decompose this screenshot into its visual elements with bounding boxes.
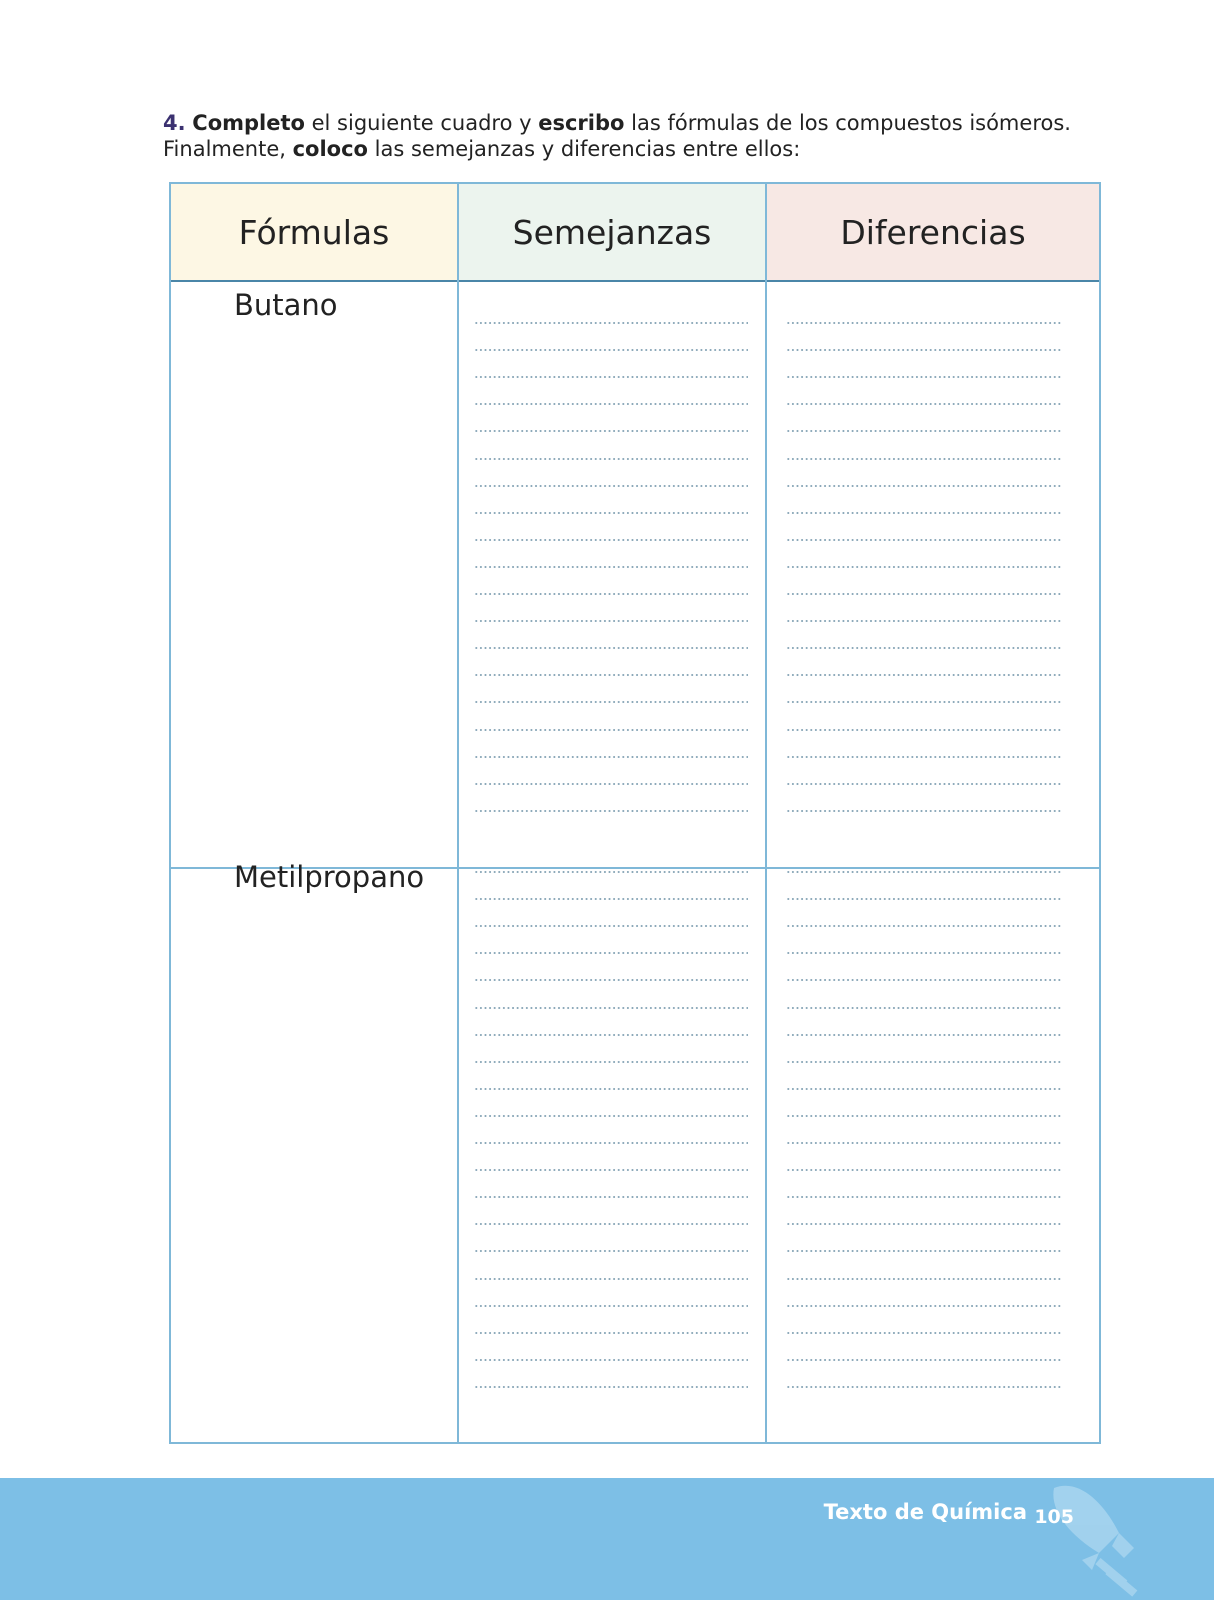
dotted-writing-line bbox=[786, 1196, 1062, 1198]
dotted-writing-line bbox=[786, 458, 1062, 460]
dotted-writing-line bbox=[474, 925, 748, 927]
dotted-writing-line bbox=[474, 322, 748, 324]
dotted-writing-line bbox=[474, 1169, 748, 1171]
dotted-writing-line bbox=[786, 1223, 1062, 1225]
dotted-writing-line bbox=[474, 430, 748, 432]
header-semejanzas: Semejanzas bbox=[459, 184, 765, 282]
dotted-writing-line bbox=[786, 1359, 1062, 1361]
dotted-writing-line bbox=[786, 647, 1062, 649]
dotted-writing-line bbox=[474, 1305, 748, 1307]
dotted-writing-line bbox=[786, 1061, 1062, 1063]
header-formulas: Fórmulas bbox=[171, 184, 457, 282]
dotted-writing-line bbox=[786, 539, 1062, 541]
dotted-writing-line bbox=[786, 898, 1062, 900]
dotted-writing-line bbox=[786, 756, 1062, 758]
page-number: 105 bbox=[1034, 1506, 1074, 1528]
dotted-writing-line bbox=[474, 485, 748, 487]
dotted-writing-line bbox=[474, 1088, 748, 1090]
dotted-writing-line bbox=[474, 620, 748, 622]
dotted-writing-line bbox=[474, 898, 748, 900]
dotted-writing-line bbox=[474, 1386, 748, 1388]
verb-coloco: coloco bbox=[292, 137, 368, 161]
dotted-writing-line bbox=[474, 1142, 748, 1144]
dotted-writing-line bbox=[786, 979, 1062, 981]
exercise-number: 4. bbox=[163, 111, 186, 135]
dotted-writing-line bbox=[474, 349, 748, 351]
dotted-writing-line bbox=[474, 952, 748, 954]
dotted-writing-line bbox=[474, 593, 748, 595]
dotted-writing-line bbox=[474, 1007, 748, 1009]
dotted-writing-line bbox=[474, 1332, 748, 1334]
dotted-writing-line bbox=[786, 674, 1062, 676]
dotted-writing-line bbox=[474, 701, 748, 703]
verb-escribo: escribo bbox=[538, 111, 625, 135]
dotted-writing-line bbox=[786, 810, 1062, 812]
dotted-writing-line bbox=[786, 430, 1062, 432]
dotted-writing-line bbox=[474, 539, 748, 541]
instructions-text-1: el siguiente cuadro y bbox=[304, 111, 539, 135]
dotted-writing-line bbox=[786, 1088, 1062, 1090]
instructions-text-2: las fórmulas de los compuestos isómeros. Finalmente, bbox=[163, 111, 1071, 161]
dotted-writing-line bbox=[474, 376, 748, 378]
footer-band bbox=[0, 1478, 1214, 1600]
dotted-writing-line bbox=[786, 1169, 1062, 1171]
dotted-writing-line bbox=[786, 403, 1062, 405]
isomers-table bbox=[169, 182, 1101, 1444]
dotted-writing-line bbox=[786, 952, 1062, 954]
dotted-writing-line bbox=[474, 871, 748, 873]
dotted-writing-line bbox=[786, 485, 1062, 487]
dotted-writing-line bbox=[474, 458, 748, 460]
row-label-butano: Butano bbox=[234, 288, 338, 322]
dotted-writing-line bbox=[786, 566, 1062, 568]
dotted-writing-line bbox=[786, 1332, 1062, 1334]
dotted-writing-line bbox=[474, 674, 748, 676]
dotted-writing-line bbox=[474, 783, 748, 785]
rocket-icon bbox=[1024, 1478, 1154, 1600]
row-label-metilpropano: Metilpropano bbox=[234, 860, 425, 894]
column-divider bbox=[765, 184, 767, 1442]
book-title: Texto de Química bbox=[823, 1500, 1027, 1524]
dotted-writing-line bbox=[786, 1115, 1062, 1117]
dotted-writing-line bbox=[786, 593, 1062, 595]
dotted-writing-line bbox=[786, 322, 1062, 324]
instructions-text-3: las semejanzas y diferencias entre ellos: bbox=[367, 137, 801, 161]
dotted-writing-line bbox=[786, 620, 1062, 622]
dotted-writing-line bbox=[474, 512, 748, 514]
verb-completo: Completo bbox=[192, 111, 305, 135]
dotted-writing-line bbox=[474, 403, 748, 405]
dotted-writing-line bbox=[786, 349, 1062, 351]
dotted-writing-line bbox=[474, 1061, 748, 1063]
dotted-writing-line bbox=[474, 810, 748, 812]
dotted-writing-line bbox=[474, 566, 748, 568]
dotted-writing-line bbox=[786, 925, 1062, 927]
dotted-writing-line bbox=[786, 376, 1062, 378]
dotted-writing-line bbox=[786, 1278, 1062, 1280]
dotted-writing-line bbox=[474, 1196, 748, 1198]
dotted-writing-line bbox=[786, 1250, 1062, 1252]
dotted-writing-line bbox=[786, 783, 1062, 785]
dotted-writing-line bbox=[786, 1386, 1062, 1388]
dotted-writing-line bbox=[786, 512, 1062, 514]
dotted-writing-line bbox=[474, 729, 748, 731]
dotted-writing-line bbox=[474, 1115, 748, 1117]
dotted-writing-line bbox=[786, 1007, 1062, 1009]
dotted-writing-line bbox=[474, 756, 748, 758]
dotted-writing-line bbox=[786, 701, 1062, 703]
dotted-writing-line bbox=[786, 1034, 1062, 1036]
dotted-writing-line bbox=[474, 1250, 748, 1252]
dotted-writing-line bbox=[474, 1034, 748, 1036]
exercise-instructions bbox=[163, 110, 1113, 162]
dotted-writing-line bbox=[786, 871, 1062, 873]
dotted-writing-line bbox=[474, 1359, 748, 1361]
dotted-writing-line bbox=[786, 1305, 1062, 1307]
dotted-writing-line bbox=[786, 729, 1062, 731]
dotted-writing-line bbox=[786, 1142, 1062, 1144]
dotted-writing-line bbox=[474, 1223, 748, 1225]
column-divider bbox=[457, 184, 459, 1442]
dotted-writing-line bbox=[474, 1278, 748, 1280]
dotted-writing-line bbox=[474, 647, 748, 649]
dotted-writing-line bbox=[474, 979, 748, 981]
header-diferencias: Diferencias bbox=[767, 184, 1099, 282]
